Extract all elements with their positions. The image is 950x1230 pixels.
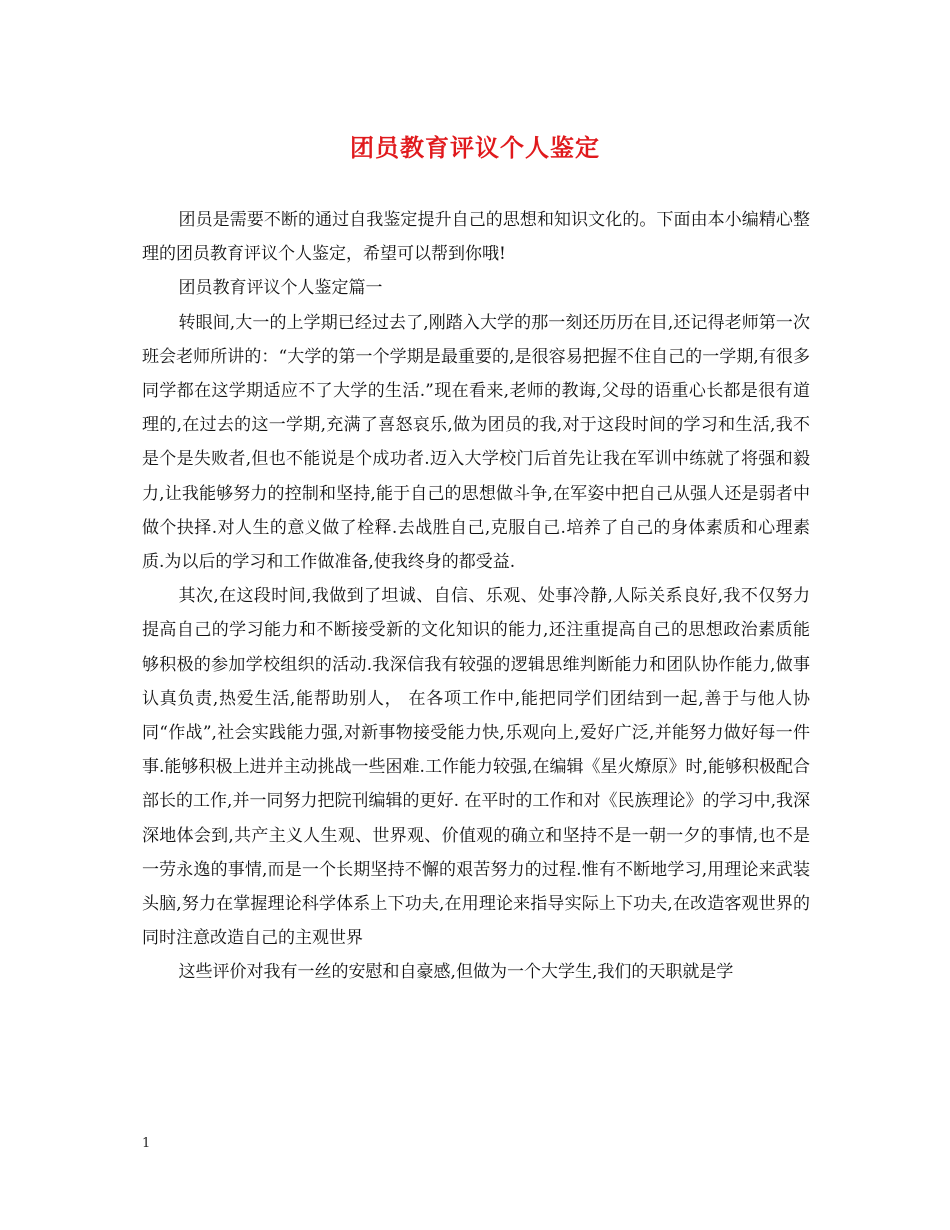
document-body (142, 203, 810, 990)
document-title: 团员教育评议个人鉴定 (350, 133, 600, 162)
intro-paragraph: 团员是需要不断的通过自我鉴定提升自己的思想和知识文化的。下面由本小编精心整理的团员教育评议个人鉴定，希望可以帮到你哦! (142, 210, 810, 265)
body-paragraph: 其次,在这段时间,我做到了坦诚、自信、乐观、处事冷静,人际关系良好,我不仅努力提高自己的学习能力和不断接受新的文化知识的能力,还注重提高自己的思想政治素质能够积极的参加学校组织的活动.我深信我有较强的逻辑思维判断能力和团队协作能力,做事认真负责,热爱生活,能帮助别人， 在各项工作中,能把同学们团结到一起,善于与他人协同“作战”,社会实践能力强,对新事物接受能力快,乐观向上,爱好广泛,并能努力做好每一件事.能够积极上进并主动挑战一些困难.工作能力较强,在编辑《星火燎原》时,能够积极配合部长的工作,并一同努力把院刊编辑的更好. 在平时的工作和对《民族理论》的学习中,我深深地体会到,共产主义人生观、世界观、价值观的确立和坚持不是一朝一夕的事情,也不是一劳永逸的事情,而是一个长期坚持不懈的艰苦努力的过程.惟有不断地学习,用理论来武装头脑,努力在掌握理论科学体系上下功夫,在用理论来指导实际上下功夫,在改造客观世界的同时注意改造自己的主观世界 (142, 586, 810, 949)
body-paragraph: 转眼间,大一的上学期已经过去了,刚踏入大学的那一刻还历历在目,还记得老师第一次班会老师所讲的：“大学的第一个学期是最重要的,是很容易把握不住自己的一学期,有很多同学都在这学期适应不了大学的生活.”现在看来,老师的教诲,父母的语重心长都是很有道理的,在过去的这一学期,充满了喜怒哀乐,做为团员的我,对于这段时间的学习和生活,我不是个是失败者,但也不能说是个成功者.迈入大学校门后首先让我在军训中练就了将强和毅力,让我能够努力的控制和坚持,能于自己的思想做斗争,在军姿中把自己从强人还是弱者中做个抉择.对人生的意义做了栓释.去战胜自己,克服自己.培养了自己的身体素质和心理素质.为以后的学习和工作做准备,使我终身的都受益. (142, 312, 810, 573)
body-paragraph: 这些评价对我有一丝的安慰和自豪感,但做为一个大学生,我们的天职就是学 (178, 962, 734, 983)
page-number: 1 (142, 1136, 151, 1151)
section-heading: 团员教育评议个人鉴定篇一 (178, 278, 383, 299)
